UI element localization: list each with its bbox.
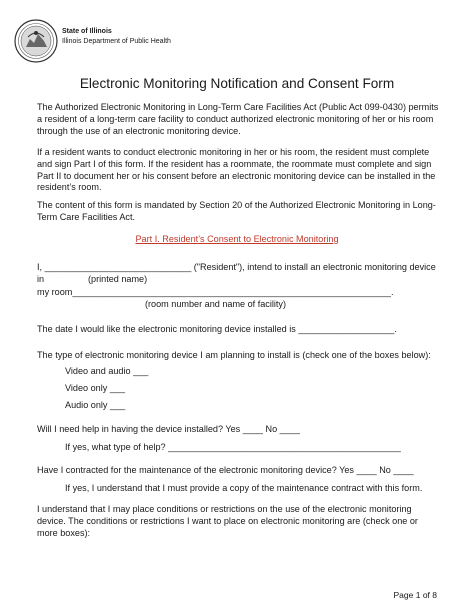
maintenance-question[interactable]: Have I contracted for the maintenance of the electronic monitoring device? Yes ____ No ____ xyxy=(37,465,414,475)
device-type-question: The type of electronic monitoring device I am planning to install is (check one of the boxes below): xyxy=(37,350,431,360)
resident-name-line[interactable]: I, _____________________________ ("Resident"), intend to install an electronic monitoring device in xyxy=(37,262,436,284)
intro-paragraph-2: If a resident wants to conduct electronic monitoring in her or his room, the resident must complete and sign Part I of this form. If the resident has a roommate, the roommate must complete and sign Part II to document her or his consent before an electronic monitoring device can be installed in the resident’s room. xyxy=(37,147,436,193)
intro-paragraph-1: The Authorized Electronic Monitoring in Long-Term Care Facilities Act (Public Act 099-0430) permits a resident of a long-term care facility to conduct authorized electronic monitoring of her or his room through the use of an electronic monitoring device. xyxy=(37,102,439,136)
install-date-question[interactable]: The date I would like the electronic monitoring device installed is ___________________. xyxy=(37,324,397,334)
page-number: Page 1 of 8 xyxy=(393,590,437,600)
state-seal-logo xyxy=(14,19,58,63)
option-audio-only[interactable]: Audio only ___ xyxy=(65,400,126,410)
option-video-audio[interactable]: Video and audio ___ xyxy=(65,366,149,376)
conditions-paragraph: I understand that I may place conditions or restrictions on the use of the electronic monitoring device. The conditions or restrictions I want to place on electronic monitoring are (check one or more boxes): xyxy=(37,504,418,538)
printed-name-caption: (printed name) xyxy=(88,274,148,284)
header-state: State of Illinois xyxy=(62,28,112,35)
intro-paragraph-3: The content of this form is mandated by Section 20 of the Authorized Electronic Monitoring in Long-Term Care Facilities Act. xyxy=(37,200,436,222)
header xyxy=(62,27,171,47)
room-line[interactable]: my room_______________________________________________________________. xyxy=(37,287,394,297)
help-question[interactable]: Will I need help in having the device installed? Yes ____ No ____ xyxy=(37,424,300,434)
maintenance-note: If yes, I understand that I must provide a copy of the maintenance contract with this form. xyxy=(65,483,423,493)
part1-heading: Part I. Resident’s Consent to Electronic Monitoring xyxy=(135,234,339,244)
option-video-only[interactable]: Video only ___ xyxy=(65,383,126,393)
room-caption: (room number and name of facility) xyxy=(145,299,287,309)
page-title: Electronic Monitoring Notification and Consent Form xyxy=(79,76,395,91)
header-department: Illinois Department of Public Health xyxy=(62,38,171,45)
help-type-line[interactable]: If yes, what type of help? ______________________________________________ xyxy=(65,442,401,452)
